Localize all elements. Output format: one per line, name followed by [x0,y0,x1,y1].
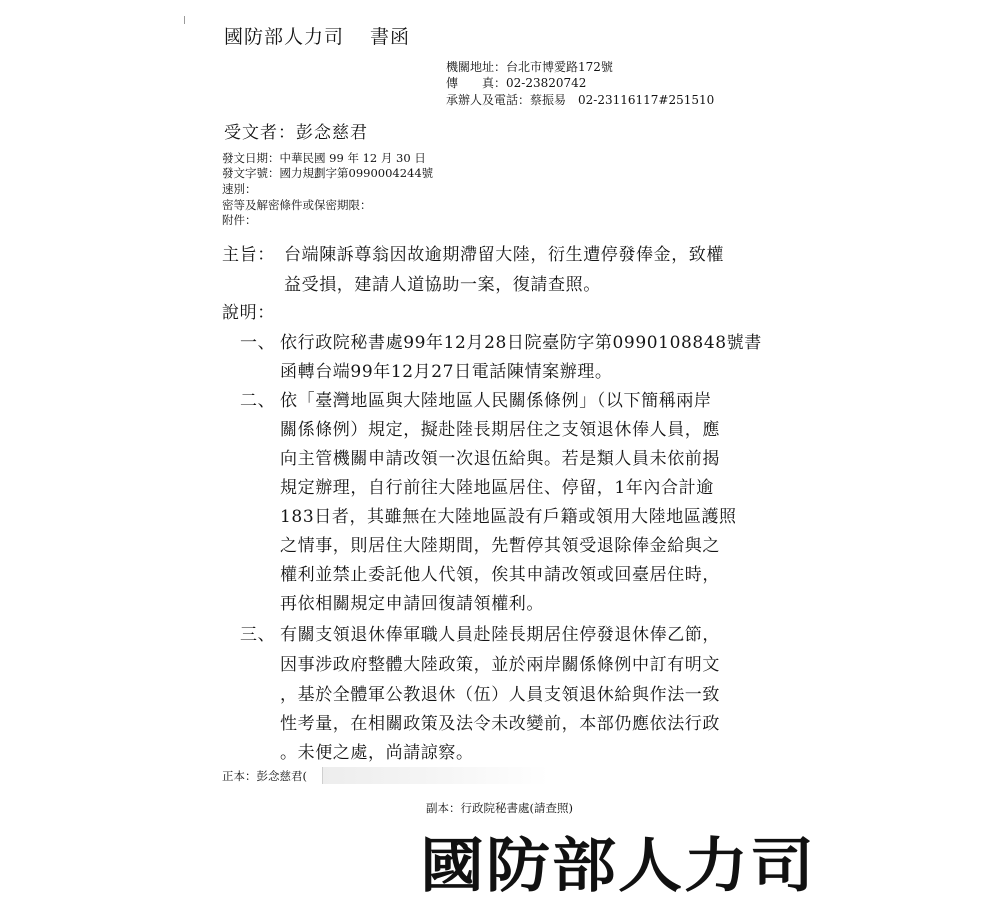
seal-text: 國防部人力司 [420,832,816,901]
item-line: 。未便之處，尚請諒察。 [280,743,474,763]
item-line: 有關支領退休俸軍職人員赴陸長期居住停發退休俸乙節， [280,625,720,645]
main-recipient: 正本：彭念慈君( [222,769,307,783]
redacted-area [322,767,549,784]
item-number: 二、 [240,391,276,411]
document-header [224,22,410,49]
subject-label: 主旨： [222,245,275,265]
item-line: 權利並禁止委託他人代領，俟其申請改領或回臺居住時， [280,565,720,585]
issue-date: 發文日期：中華民國 99 年 12 月 30 日 [222,151,426,165]
item-line: 183日者，其雖無在大陸地區設有戶籍或領用大陸地區護照 [280,507,737,527]
item-line: 因事涉政府整體大陸政策，並於兩岸關係條例中訂有明文 [280,655,720,675]
item-line: 規定辦理，自行前往大陸地區居住、停留，1年內合計逾 [280,478,714,498]
agency-name: 國防部人力司 [224,26,345,48]
agency-seal [420,826,816,901]
scan-mark [184,16,185,24]
item-line: 函轉台端99年12月27日電話陳情案辦理。 [280,362,613,382]
agency-fax: 傳 真：02-23820742 [446,76,587,90]
agency-address: 機關地址：台北市博愛路172號 [446,60,613,74]
attachment: 附件： [222,213,257,227]
item-line: 依行政院秘書處99年12月28日院臺防字第0990108848號書 [280,333,762,353]
secrecy-level: 密等及解密條件或保密期限： [222,198,372,212]
subject-line: 台端陳訴尊翁因故逾期滯留大陸，衍生遭停發俸金，致權 [284,245,724,265]
handler-contact: 承辦人及電話：蔡振易 02-23116117#251510 [446,93,715,107]
item-line: 關係條例）規定，擬赴陸長期居住之支領退休俸人員，應 [280,420,720,440]
item-number: 一、 [240,333,276,353]
subject-line: 益受損，建請人道協助一案，復請查照。 [284,275,601,295]
explanation-label: 說明： [222,303,275,323]
document-number: 發文字號：國力規劃字第0990004244號 [222,166,434,180]
copy-recipient: 副本：行政院秘書處(請查照) [426,801,573,815]
item-number: 三、 [240,625,276,645]
item-line: 之情事，則居住大陸期間，先暫停其領受退除俸金給與之 [280,536,720,556]
recipient: 受文者：彭念慈君 [224,123,368,143]
speed-class: 速別： [222,182,257,196]
item-line: 依「臺灣地區與大陸地區人民關係條例」（以下簡稱兩岸 [280,391,712,411]
item-line: 再依相關規定申請回復請領權利。 [280,594,544,614]
item-line: ，基於全體軍公教退休（伍）人員支領退休給與作法一致 [280,685,720,705]
item-line: 性考量，在相關政策及法令未改變前，本部仍應依法行政 [280,714,720,734]
item-line: 向主管機關申請改領一次退伍給與。若是類人員未依前揭 [280,449,720,469]
document-type: 書函 [370,26,411,48]
